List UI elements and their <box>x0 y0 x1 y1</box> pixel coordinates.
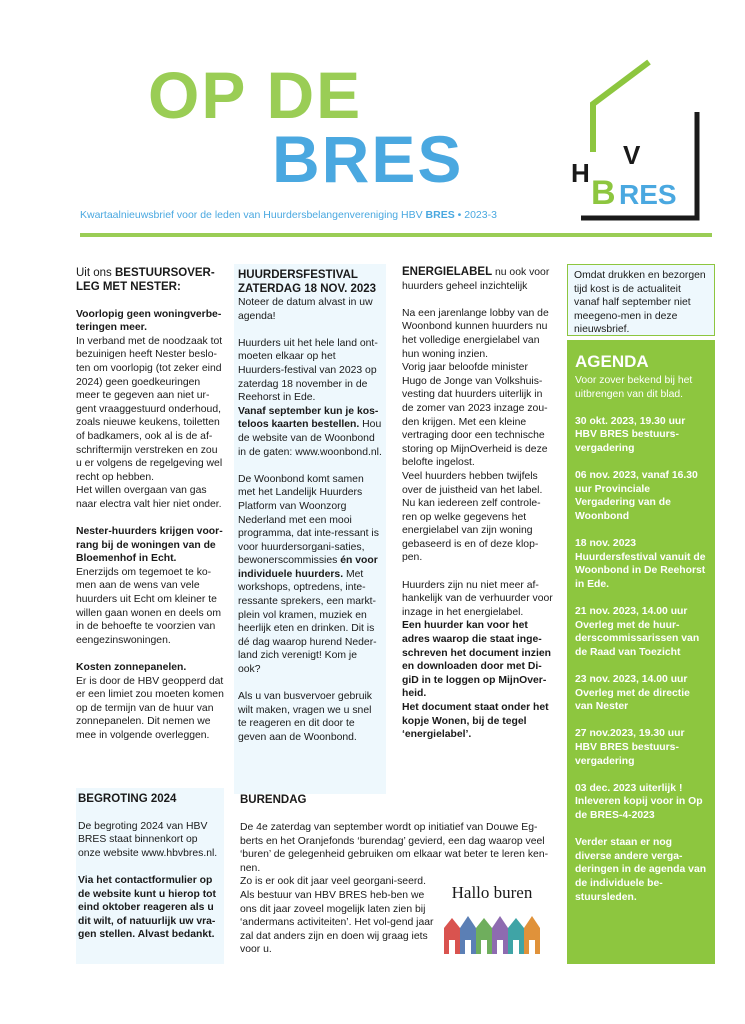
burendag-text-full: De 4e zaterdag van september wordt op initiatief van Douwe Eg-berts en het Oranjefonds ‘burendag’ gevierd, een dag waarop veel ‘buren’ de gelegenheid gebruiken om elkaar wat beter te leren ken-nen. <box>240 822 549 874</box>
agenda-event: 03 dec. 2023 uiterlijk ! Inleveren kopij voor in Op de BRES-4-2023 <box>575 782 703 821</box>
hallo-buren-image <box>440 870 544 964</box>
festival-p4: De Woonbond komt samen met het Landelijk Huurders Platform van Woonzorg Nederland met een mooi programma, dat inte-ressant is voor huurdersorgani-saties, bewonerscommissies én voor individuele huurders. Met workshops, optredens, inte-ressante sprekers, een markt-plein vol kramen, muziek en heerlijk eten en drinken. Dit is dé dag waarop hurend Neder-land zich verenigt! Kom je ook? <box>238 473 379 676</box>
col1-s2-title: Nester-huurders krijgen voor-rang bij de woningen van de Bloemenhof in Echt. <box>76 526 223 565</box>
energielabel-p4-bold: Een huurder kan voor het adres waarop die staat inge-schreven het document inzien en downloaden door met Di-giD in te loggen op MijnOver-heid. <box>402 620 551 700</box>
agenda-event: 06 nov. 2023, vanaf 16.30 uur Provinciale Vergadering van de Woonbond <box>575 470 698 522</box>
festival-p1: Noteer de datum alvast in uw agenda! <box>238 297 373 322</box>
agenda-event: 27 nov.2023, 19.30 uur HBV BRES bestuurs-vergadering <box>575 728 685 767</box>
actuality-note: Omdat drukken en bezorgen tijd kost is de actualiteit vanaf half september niet meegeno-men in deze nieuwsbrief. <box>567 264 715 336</box>
title-line-1: OP DE <box>148 58 363 132</box>
festival-title: HUURDERSFESTIVAL ZATERDAG 18 NOV. 2023 <box>238 269 377 295</box>
title-line-2: BRES <box>272 122 464 196</box>
hbv-bres-logo <box>571 60 720 220</box>
festival-p3: Vanaf september kun je kos-teloos kaarten bestellen. Hou de website van de Woonbond in de gaten: www.woonbond.nl. <box>238 405 382 458</box>
burendag-title: BURENDAG <box>240 794 307 806</box>
begroting-panel <box>76 788 224 964</box>
energielabel-p2: Vorig jaar beloofde minister Hugo de Jonge van Volkshuis-vesting dat huurders uiterlijk in de zomer van 2023 inzage zou-den krijgen. Met een kleine vertraging door een technische storing op MijnOverheid is deze belofte ingelost. <box>402 362 548 469</box>
festival-p2: Huurders uit het hele land ont-moeten elkaar op het Huurders-festival van 2023 op zaterdag 18 november in de Reehorst in Ede. <box>238 337 378 404</box>
agenda-event: 23 nov. 2023, 14.00 uur Overleg met de directie van Nester <box>575 674 690 713</box>
agenda-title: AGENDA <box>575 352 649 371</box>
col1-s1-title: Voorlopig geen woningverbe-teringen meer. <box>76 308 222 334</box>
logo-letters-res: RES <box>619 179 677 210</box>
energielabel-p3: Veel huurders hebben twijfels over de juistheid van het label. Nu kan iedereen zelf controle-ren op welke gegevens het energielabel van zijn woning gebaseerd is en of deze klop-pen. <box>402 470 543 564</box>
col1-s3-title: Kosten zonnepanelen. <box>76 662 187 674</box>
agenda-event: 18 nov. 2023 Huurdersfestival vanuit de Woonbond in De Reehorst in Ede. <box>575 538 706 590</box>
column-huurdersfestival <box>234 264 386 794</box>
agenda-panel <box>567 340 715 964</box>
logo-letter-b: B <box>591 174 616 212</box>
burendag-text-narrow: Zo is er ook dit jaar veel georgani-seerd. Als bestuur van HBV BRES heb-ben we ons dit jaar zoveel mogelijk laten zien bij ‘andermans activiteiten’. Het vol-gend jaar zal dat anders zijn en doen wij graag iets voor u. <box>240 876 434 956</box>
hallo-buren-caption: Hallo buren <box>451 883 533 902</box>
logo-letter-v: V <box>623 140 641 170</box>
agenda-intro: Voor zover bekend bij het uitbrengen van dit blad. <box>575 375 693 400</box>
energielabel-p1: Na een jarenlange lobby van de Woonbond kunnen huurders nu het volledige energielabel van hun woning inzien. <box>402 307 549 360</box>
agenda-outro: Verder staan er nog diverse andere verga-deringen in de agenda van de individuele be-stuursleden. <box>575 837 707 903</box>
newsletter-subtitle: Kwartaalnieuwsbrief voor de leden van Huurdersbelangenvereniging HBV BRES • 2023-3 <box>80 209 497 221</box>
begroting-title: BEGROTING 2024 <box>78 793 177 805</box>
col1-s1-text: In verband met de noodzaak tot bezuinigen heeft Nester beslo-ten om voorlopig (tot zeker eind 2024) geen goedkeuringen meer te gegeven aan niet ur-gent vraaggestuurd onderhoud, zoals nieuwe keukens, toiletten of badkamers, ook al is de af-schriftermijn verstreken en zou u er volgens de regelgeving wel recht op hebben. <box>76 335 223 483</box>
column-bestuursoverleg <box>76 266 226 756</box>
column-energielabel <box>402 266 554 755</box>
agenda-event: 21 nov. 2023, 14.00 uur Overleg met de huur-derscommissarissen van de Raad van Toezicht <box>575 606 700 658</box>
energielabel-title: ENERGIELABEL nu ook voor huurders geheel inzichtelijk <box>402 266 550 292</box>
col1-s3-text: Er is door de HBV geopperd dat er een limiet zou moeten komen op de termijn van de huur van zonnepanelen. Dit nemen we mee in volgende overleggen. <box>76 675 224 741</box>
begroting-bold-text: Via het contactformulier op de website kunt u hierop tot eind oktober reageren als u dit wilt, of natuurlijk uw vra-gen stellen. Alvast bedankt. <box>78 874 216 941</box>
col1-s1-text2: Het willen overgaan van gas naar electra valt hier niet onder. <box>76 485 222 510</box>
logo-letter-h: H <box>571 158 590 188</box>
energielabel-p5: Het document staat onder het kopje Wonen, bij de tegel ‘energielabel’. <box>402 702 549 741</box>
energielabel-p4: Huurders zijn nu niet meer af-hankelijk van de verhuurder voor inzage in het energielabel. <box>402 579 553 618</box>
begroting-text: De begroting 2024 van HBV BRES staat binnenkort op onze website www.hbvbres.nl. <box>78 820 218 859</box>
col1-s2-text: Enerzijds om tegemoet te ko-men aan de wens van vele huurders uit Echt om kleiner te willen gaan wonen en deels om in de behoefte te voorzien van eengezinswoningen. <box>76 566 221 646</box>
agenda-event: 30 okt. 2023, 19.30 uur HBV BRES bestuurs-vergadering <box>575 415 686 454</box>
col1-heading: Uit ons BESTUURSOVER-LEG MET NESTER: <box>76 267 215 293</box>
festival-p5: Als u van busvervoer gebruik wilt maken, vragen we u snel te reageren en dit door te geven aan de Woonbond. <box>238 691 372 743</box>
header-divider <box>80 233 712 237</box>
